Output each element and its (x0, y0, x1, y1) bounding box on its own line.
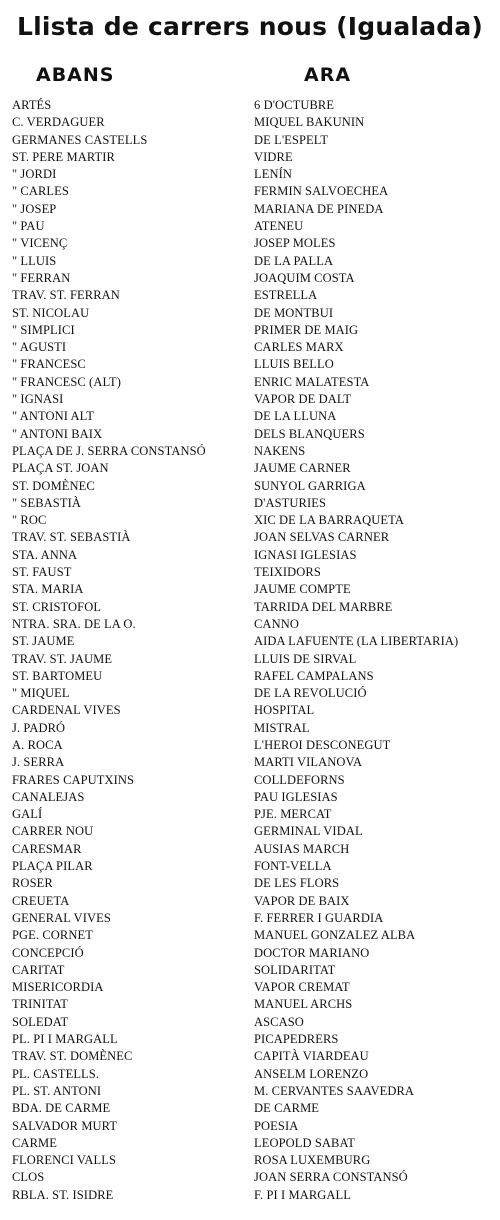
new-street-name: PJE. MERCAT (254, 807, 332, 822)
old-street-name: ST. BARTOMEU (12, 668, 103, 683)
new-street-name: LLUIS BELLO (254, 357, 334, 372)
old-street-name: J. SERRA (12, 755, 65, 770)
new-street-name: LLUIS DE SIRVAL (254, 651, 357, 666)
new-street-name: VAPOR DE DALT (254, 392, 352, 407)
old-street-name: PL. CASTELLS. (12, 1066, 100, 1081)
old-street-name: CONCEPCIÓ (12, 945, 84, 960)
old-street-name: " JOSEP (12, 201, 57, 216)
old-street-name: BDA. DE CARME (12, 1101, 111, 1116)
new-street-name: DE LES FLORS (254, 876, 340, 891)
new-street-name: XIC DE LA BARRAQUETA (254, 513, 404, 528)
column-header-after: ARA (304, 64, 352, 86)
old-street-name: TRINITAT (12, 997, 69, 1012)
old-street-name: CLOS (12, 1170, 45, 1185)
old-street-name: STA. ANNA (12, 547, 78, 562)
new-street-name: VAPOR CREMAT (254, 980, 350, 995)
new-street-name: DE LA REVOLUCIÓ (254, 686, 367, 701)
old-street-name: A. ROCA (12, 737, 63, 752)
old-street-name: CARESMAR (12, 841, 82, 856)
old-street-name: " AGUSTI (12, 340, 67, 355)
old-street-name: " SIMPLICI (12, 322, 75, 337)
new-street-name: D'ASTURIES (254, 495, 327, 510)
new-street-name: DE CARME (254, 1101, 320, 1116)
new-street-name: RAFEL CAMPALANS (254, 668, 374, 683)
old-street-name: " SEBASTIÀ (12, 495, 81, 510)
new-street-name: ENRIC MALATESTA (254, 374, 370, 389)
new-street-name: ATENEU (254, 219, 304, 234)
new-street-name: FONT-VELLA (254, 859, 332, 874)
new-street-name: JOAN SELVAS CARNER (254, 530, 390, 545)
new-street-name: DELS BLANQUERS (254, 426, 365, 441)
new-street-name: COLLDEFORNS (254, 772, 345, 787)
old-street-name: PLAÇA DE J. SERRA CONSTANSÓ (12, 443, 206, 458)
old-street-name: ST. JAUME (12, 634, 75, 649)
new-street-name: VAPOR DE BAIX (254, 893, 350, 908)
old-street-name: GERMANES CASTELLS (12, 132, 148, 147)
old-street-name: CARDENAL VIVES (12, 703, 121, 718)
old-street-name: " LLUIS (12, 253, 57, 268)
old-street-name: FRARES CAPUTXINS (12, 772, 135, 787)
new-street-name: JOAQUIM COSTA (254, 270, 355, 285)
old-street-name: ROSER (12, 876, 53, 891)
new-street-name: F. PI I MARGALL (254, 1187, 352, 1202)
new-street-name: JOSEP MOLES (254, 236, 336, 251)
new-street-name: IGNASI IGLESIAS (254, 547, 357, 562)
old-street-name: STA. MARIA (12, 582, 84, 597)
old-street-name: " ANTONI BAIX (12, 426, 103, 441)
column-header-before: ABANS (36, 64, 115, 86)
new-street-name: ASCASO (254, 1014, 304, 1029)
new-street-name: TARRIDA DEL MARBRE (254, 599, 393, 614)
new-street-name: L'HEROI DESCONEGUT (254, 737, 391, 752)
new-street-name: JAUME CARNER (254, 461, 351, 476)
old-street-name: PL. ST. ANTONI (12, 1083, 102, 1098)
new-street-name: AIDA LAFUENTE (LA LIBERTARIA) (254, 634, 459, 649)
new-street-name: MARTI VILANOVA (254, 755, 363, 770)
old-street-name: TRAV. ST. DOMÈNEC (12, 1049, 133, 1064)
old-street-name: MISERICORDIA (12, 980, 104, 995)
old-street-name: ARTÉS (12, 98, 52, 112)
new-street-name: JOAN SERRA CONSTANSÓ (254, 1170, 408, 1185)
old-street-name: NTRA. SRA. DE LA O. (12, 616, 136, 631)
new-street-name: ESTRELLA (254, 288, 318, 303)
old-street-name: " MIQUEL (12, 686, 70, 701)
page-title: Llista de carrers nous (Igualada) (16, 12, 484, 41)
new-street-name: CANNO (254, 616, 299, 631)
old-street-name: SOLEDAT (12, 1014, 69, 1029)
new-street-name: M. CERVANTES SAAVEDRA (254, 1083, 415, 1098)
old-street-name: RBLA. ST. ISIDRE (12, 1187, 114, 1202)
new-street-name: DOCTOR MARIANO (254, 945, 370, 960)
new-street-name: DE LA LLUNA (254, 409, 337, 424)
new-street-name: MARIANA DE PINEDA (254, 201, 384, 216)
old-street-name: ST. FAUST (12, 565, 72, 580)
new-street-name: NAKENS (254, 443, 306, 458)
old-street-name: C. VERDAGUER (12, 115, 105, 130)
new-street-name: JAUME COMPTE (254, 582, 351, 597)
new-street-names-list (254, 97, 500, 1204)
new-street-name: LEOPOLD SABAT (254, 1135, 355, 1150)
old-street-name: GENERAL VIVES (12, 910, 111, 925)
new-street-name: DE L'ESPELT (254, 132, 329, 147)
old-street-name: ST. PERE MARTIR (12, 149, 115, 164)
old-street-name: J. PADRÓ (12, 720, 66, 735)
old-street-name: " IGNASI (12, 392, 64, 407)
old-street-name: PLAÇA PILAR (12, 859, 93, 874)
old-street-name: " FRANCESC (ALT) (12, 374, 122, 389)
new-street-name: ROSA LUXEMBURG (254, 1153, 371, 1168)
old-street-name: TRAV. ST. FERRAN (12, 288, 120, 303)
old-street-name: " PAU (12, 219, 45, 234)
old-street-name: " ANTONI ALT (12, 409, 95, 424)
old-street-name: PLAÇA ST. JOAN (12, 461, 109, 476)
new-street-name: AUSIAS MARCH (254, 841, 350, 856)
new-street-name: F. FERRER I GUARDIA (254, 910, 384, 925)
new-street-name: CARLES MARX (254, 340, 344, 355)
old-street-name: PGE. CORNET (12, 928, 93, 943)
new-street-name: CAPITÀ VIARDEAU (254, 1049, 369, 1064)
new-street-name: MANUEL ARCHS (254, 997, 353, 1012)
old-street-name: ST. DOMÈNEC (12, 478, 95, 493)
new-street-name: SOLIDARITAT (254, 962, 336, 977)
new-street-name: DE LA PALLA (254, 253, 334, 268)
old-street-name: CARME (12, 1135, 57, 1150)
new-street-name: MANUEL GONZALEZ ALBA (254, 928, 416, 943)
new-street-name: 6 D'OCTUBRE (254, 98, 335, 112)
new-street-name: PAU IGLESIAS (254, 789, 338, 804)
new-street-name: MIQUEL BAKUNIN (254, 115, 365, 130)
old-street-name: SALVADOR MURT (12, 1118, 118, 1133)
old-street-name: " ROC (12, 513, 47, 528)
old-street-name: TRAV. ST. SEBASTIÀ (12, 530, 131, 545)
old-street-name: " JORDI (12, 167, 57, 182)
old-street-names-list (12, 97, 252, 1204)
new-street-name: TEIXIDORS (254, 565, 321, 580)
new-street-name: ANSELM LORENZO (254, 1066, 369, 1081)
old-street-name: " VICENÇ (12, 236, 68, 251)
new-street-name: VIDRE (254, 149, 293, 164)
old-street-name: TRAV. ST. JAUME (12, 651, 113, 666)
old-street-name: PL. PI I MARGALL (12, 1032, 118, 1047)
old-street-name: CANALEJAS (12, 789, 85, 804)
new-street-name: PRIMER DE MAIG (254, 322, 359, 337)
new-street-name: SUNYOL GARRIGA (254, 478, 366, 493)
old-street-name: " FERRAN (12, 270, 71, 285)
old-street-name: GALÍ (12, 807, 43, 822)
new-street-name: MISTRAL (254, 720, 310, 735)
old-street-name: CREUETA (12, 893, 70, 908)
old-street-name: CARRER NOU (12, 824, 94, 839)
old-street-name: " CARLES (12, 184, 69, 199)
old-street-name: FLORENCI VALLS (12, 1153, 117, 1168)
new-street-name: POESIA (254, 1118, 299, 1133)
new-street-name: HOSPITAL (254, 703, 315, 718)
new-street-name: LENÍN (254, 167, 292, 182)
new-street-name: DE MONTBUI (254, 305, 334, 320)
old-street-name: CARITAT (12, 962, 65, 977)
old-street-name: ST. CRISTOFOL (12, 599, 102, 614)
old-street-name: " FRANCESC (12, 357, 86, 372)
new-street-name: FERMIN SALVOECHEA (254, 184, 389, 199)
new-street-name: PICAPEDRERS (254, 1032, 339, 1047)
old-street-name: ST. NICOLAU (12, 305, 90, 320)
new-street-name: GERMINAL VIDAL (254, 824, 363, 839)
